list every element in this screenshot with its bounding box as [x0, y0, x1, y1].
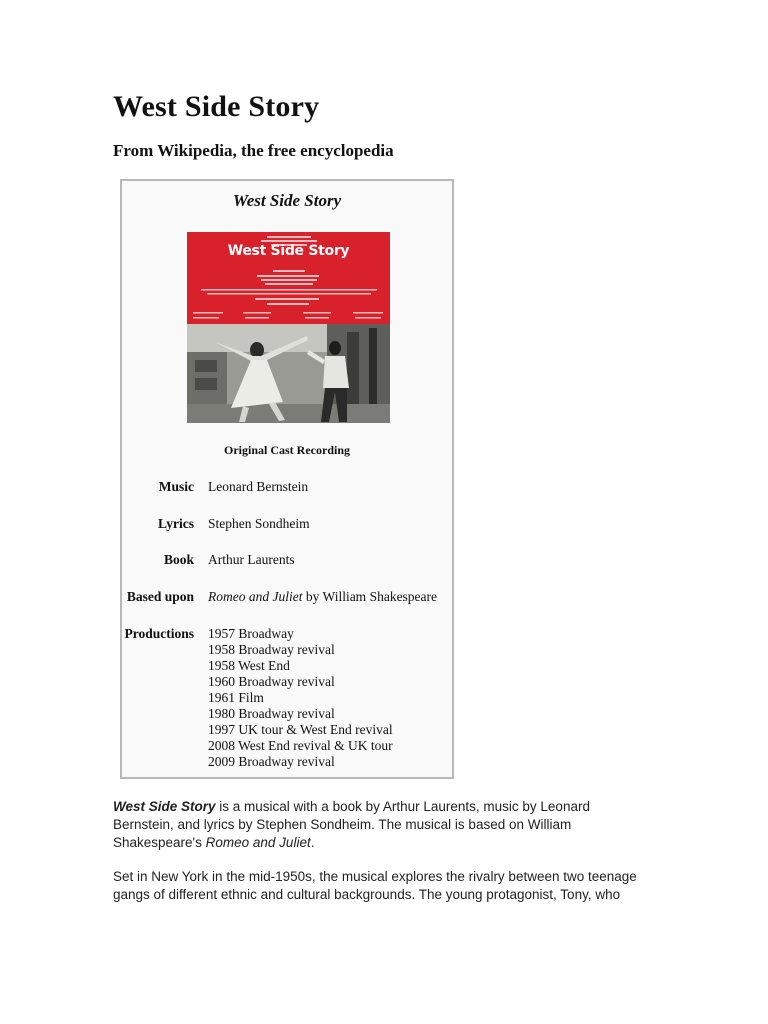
based-upon-author[interactable]: by William Shakespeare — [302, 589, 438, 604]
album-cover-title: West Side Story — [227, 243, 350, 259]
album-cover-image[interactable] — [187, 232, 390, 423]
infobox-value-lyrics[interactable]: Stephen Sondheim — [208, 516, 310, 531]
production-item[interactable]: 1958 West End — [208, 658, 290, 673]
infobox-label-book: Book — [163, 552, 194, 567]
infobox-label-lyrics: Lyrics — [158, 516, 194, 531]
infobox-value-book[interactable]: Arthur Laurents — [208, 552, 295, 567]
setting-paragraph: Set in New York in the mid-1950s, the musical explores the rivalry between two teenage gangs of different ethnic and cultural backgrounds. The young protagonist, Tony, who — [113, 869, 637, 902]
album-cover-art — [187, 232, 390, 423]
production-item[interactable]: 1957 Broadway — [208, 626, 294, 641]
page-title: West Side Story — [113, 90, 320, 123]
infobox — [120, 179, 454, 779]
infobox-label-based-upon: Based upon — [126, 589, 194, 604]
infobox-value-music[interactable]: Leonard Bernstein — [208, 479, 309, 494]
intro-link-romeo-juliet[interactable]: Romeo and Juliet — [205, 835, 311, 850]
infobox-caption: Original Cast Recording — [224, 443, 350, 457]
production-item[interactable]: 1958 Broadway revival — [208, 642, 335, 657]
productions-list — [208, 626, 393, 770]
infobox-label-productions: Productions — [124, 626, 194, 641]
production-item[interactable]: 2008 West End revival & UK tour — [208, 738, 393, 753]
page-subtitle: From Wikipedia, the free encyclopedia — [113, 141, 394, 160]
production-item[interactable]: 1980 Broadway revival — [208, 706, 335, 721]
intro-paragraph — [113, 798, 653, 852]
intro-text-2: . — [310, 835, 315, 850]
based-upon-work-link[interactable]: Romeo and Juliet — [208, 589, 303, 604]
intro-lead-title: West Side Story — [113, 799, 216, 814]
infobox-value-productions — [208, 626, 393, 770]
infobox-title: West Side Story — [232, 191, 342, 210]
production-item[interactable]: 1960 Broadway revival — [208, 674, 335, 689]
infobox-value-based-upon — [208, 589, 437, 605]
infobox-label-music: Music — [158, 479, 194, 494]
production-item[interactable]: 1961 Film — [208, 690, 264, 705]
production-item[interactable]: 2009 Broadway revival — [208, 754, 335, 769]
intro-text-1: is a musical with a book by Arthur Laurents, music by Leonard Bernstein, and lyrics by Stephen Sondheim. The musical is based on William Shakespeare's — [113, 799, 590, 850]
production-item[interactable]: 1997 UK tour & West End revival — [208, 722, 393, 737]
